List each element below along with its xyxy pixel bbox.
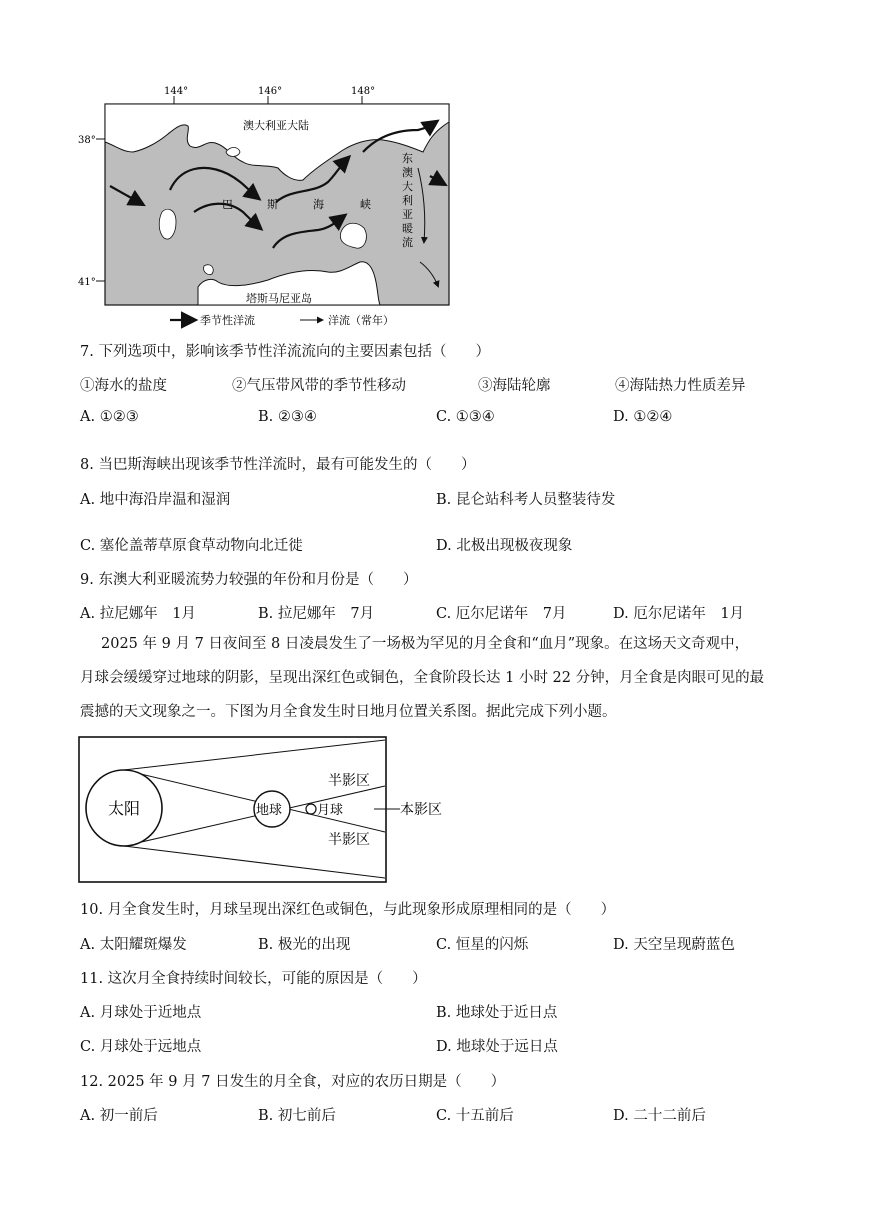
q11-option-a[interactable]: A. 月球处于近地点 (80, 1005, 202, 1021)
map-figure (78, 82, 458, 332)
svg-text:东: 东 (402, 152, 413, 165)
lat-label-41: 41° (78, 277, 96, 288)
q11-option-d[interactable]: D. 地球处于远日点 (436, 1039, 558, 1055)
eclipse-diagram (78, 736, 448, 884)
moon-circle (306, 804, 316, 814)
q9-option-c[interactable]: C. 厄尔尼诺年 7月 (436, 606, 567, 622)
question-9-stem: 9. 东澳大利亚暖流势力较强的年份和月份是（ ） (80, 572, 418, 588)
q10-option-d[interactable]: D. 天空呈现蔚蓝色 (613, 937, 735, 953)
passage-line: 月球会缓缓穿过地球的阴影，呈现出深红色或铜色，全食阶段长达 1 小时 22 分钟，月全食是肉眼可见的最 (80, 670, 765, 686)
q12-option-a[interactable]: A. 初一前后 (80, 1108, 158, 1124)
sun-label: 太阳 (108, 799, 141, 818)
q10-option-c[interactable]: C. 恒星的闪烁 (436, 937, 529, 953)
q7-item-3: ③海陆轮廓 (478, 378, 551, 394)
svg-text:亚: 亚 (402, 208, 413, 221)
legend-perennial-label: 洋流（常年） (328, 314, 394, 327)
current-label (402, 152, 413, 249)
umbra-label: 本影区 (400, 802, 442, 818)
q7-option-c[interactable]: C. ①③④ (436, 409, 495, 425)
bass-strait-map (78, 82, 458, 332)
q8-option-d[interactable]: D. 北极出现极夜现象 (436, 538, 573, 554)
earth-label: 地球 (256, 803, 283, 818)
king-island-shape (159, 209, 176, 239)
question-10-stem: 10. 月全食发生时，月球呈现出深红色或铜色，与此现象形成原理相同的是（ ） (80, 902, 616, 918)
q12-option-c[interactable]: C. 十五前后 (436, 1108, 514, 1124)
q8-option-b[interactable]: B. 昆仑站科考人员整装待发 (436, 492, 616, 508)
penumbra-top-label: 半影区 (328, 773, 370, 789)
question-8-stem: 8. 当巴斯海峡出现该季节性洋流时，最有可能发生的（ ） (80, 457, 476, 473)
lon-label-148: 148° (351, 86, 376, 97)
question-12-stem: 12. 2025 年 9 月 7 日发生的月全食，对应的农历日期是（ ） (80, 1074, 506, 1090)
penumbra-bottom-label: 半影区 (328, 832, 370, 848)
q7-option-b[interactable]: B. ②③④ (258, 409, 317, 425)
island-label: 塔斯马尼亚岛 (246, 292, 312, 305)
mainland-label: 澳大利亚大陆 (243, 119, 309, 132)
q7-item-2: ②气压带风带的季节性移动 (232, 378, 406, 394)
q7-item-1: ①海水的盐度 (80, 378, 167, 394)
strait-char: 巴 (222, 198, 233, 211)
q8-option-c[interactable]: C. 塞伦盖蒂草原食草动物向北迁徙 (80, 538, 303, 554)
svg-text:流: 流 (402, 236, 413, 249)
svg-text:利: 利 (402, 194, 413, 207)
q9-option-a[interactable]: A. 拉尼娜年 1月 (80, 606, 196, 622)
q10-option-a[interactable]: A. 太阳耀斑爆发 (80, 937, 187, 953)
q7-option-a[interactable]: A. ①②③ (80, 409, 139, 425)
svg-text:暖: 暖 (402, 222, 413, 235)
question-7-stem: 7. 下列选项中，影响该季节性洋流流向的主要因素包括（ ） (80, 344, 490, 360)
q11-option-b[interactable]: B. 地球处于近日点 (436, 1005, 558, 1021)
eclipse-figure (78, 736, 448, 884)
strait-char: 斯 (267, 198, 278, 211)
q12-option-d[interactable]: D. 二十二前后 (613, 1108, 706, 1124)
passage-line: 震撼的天文现象之一。下图为月全食发生时日地月位置关系图。据此完成下列小题。 (80, 704, 617, 720)
lon-label-146: 146° (258, 86, 283, 97)
lon-label-144: 144° (164, 86, 189, 97)
q9-option-d[interactable]: D. 厄尔尼诺年 1月 (613, 606, 745, 622)
passage-line: 2025 年 9 月 7 日夜间至 8 日凌晨发生了一场极为罕见的月全食和“血月”现象。在这场天文奇观中， (101, 636, 750, 652)
moon-label: 月球 (317, 803, 344, 818)
q8-option-a[interactable]: A. 地中海沿岸温和湿润 (80, 492, 231, 508)
q11-option-c[interactable]: C. 月球处于远地点 (80, 1039, 202, 1055)
strait-char: 峡 (360, 198, 371, 211)
q9-option-b[interactable]: B. 拉尼娜年 7月 (258, 606, 375, 622)
q7-item-4: ④海陆热力性质差异 (615, 378, 746, 394)
strait-char: 海 (313, 198, 324, 211)
lat-label-38: 38° (78, 135, 96, 146)
svg-text:大: 大 (402, 180, 413, 193)
legend-seasonal-label: 季节性洋流 (200, 314, 255, 327)
passage (80, 627, 796, 729)
svg-text:澳: 澳 (402, 166, 413, 179)
q10-option-b[interactable]: B. 极光的出现 (258, 937, 351, 953)
question-11-stem: 11. 这次月全食持续时间较长，可能的原因是（ ） (80, 971, 427, 987)
q7-option-d[interactable]: D. ①②④ (613, 409, 673, 425)
q12-option-b[interactable]: B. 初七前后 (258, 1108, 336, 1124)
